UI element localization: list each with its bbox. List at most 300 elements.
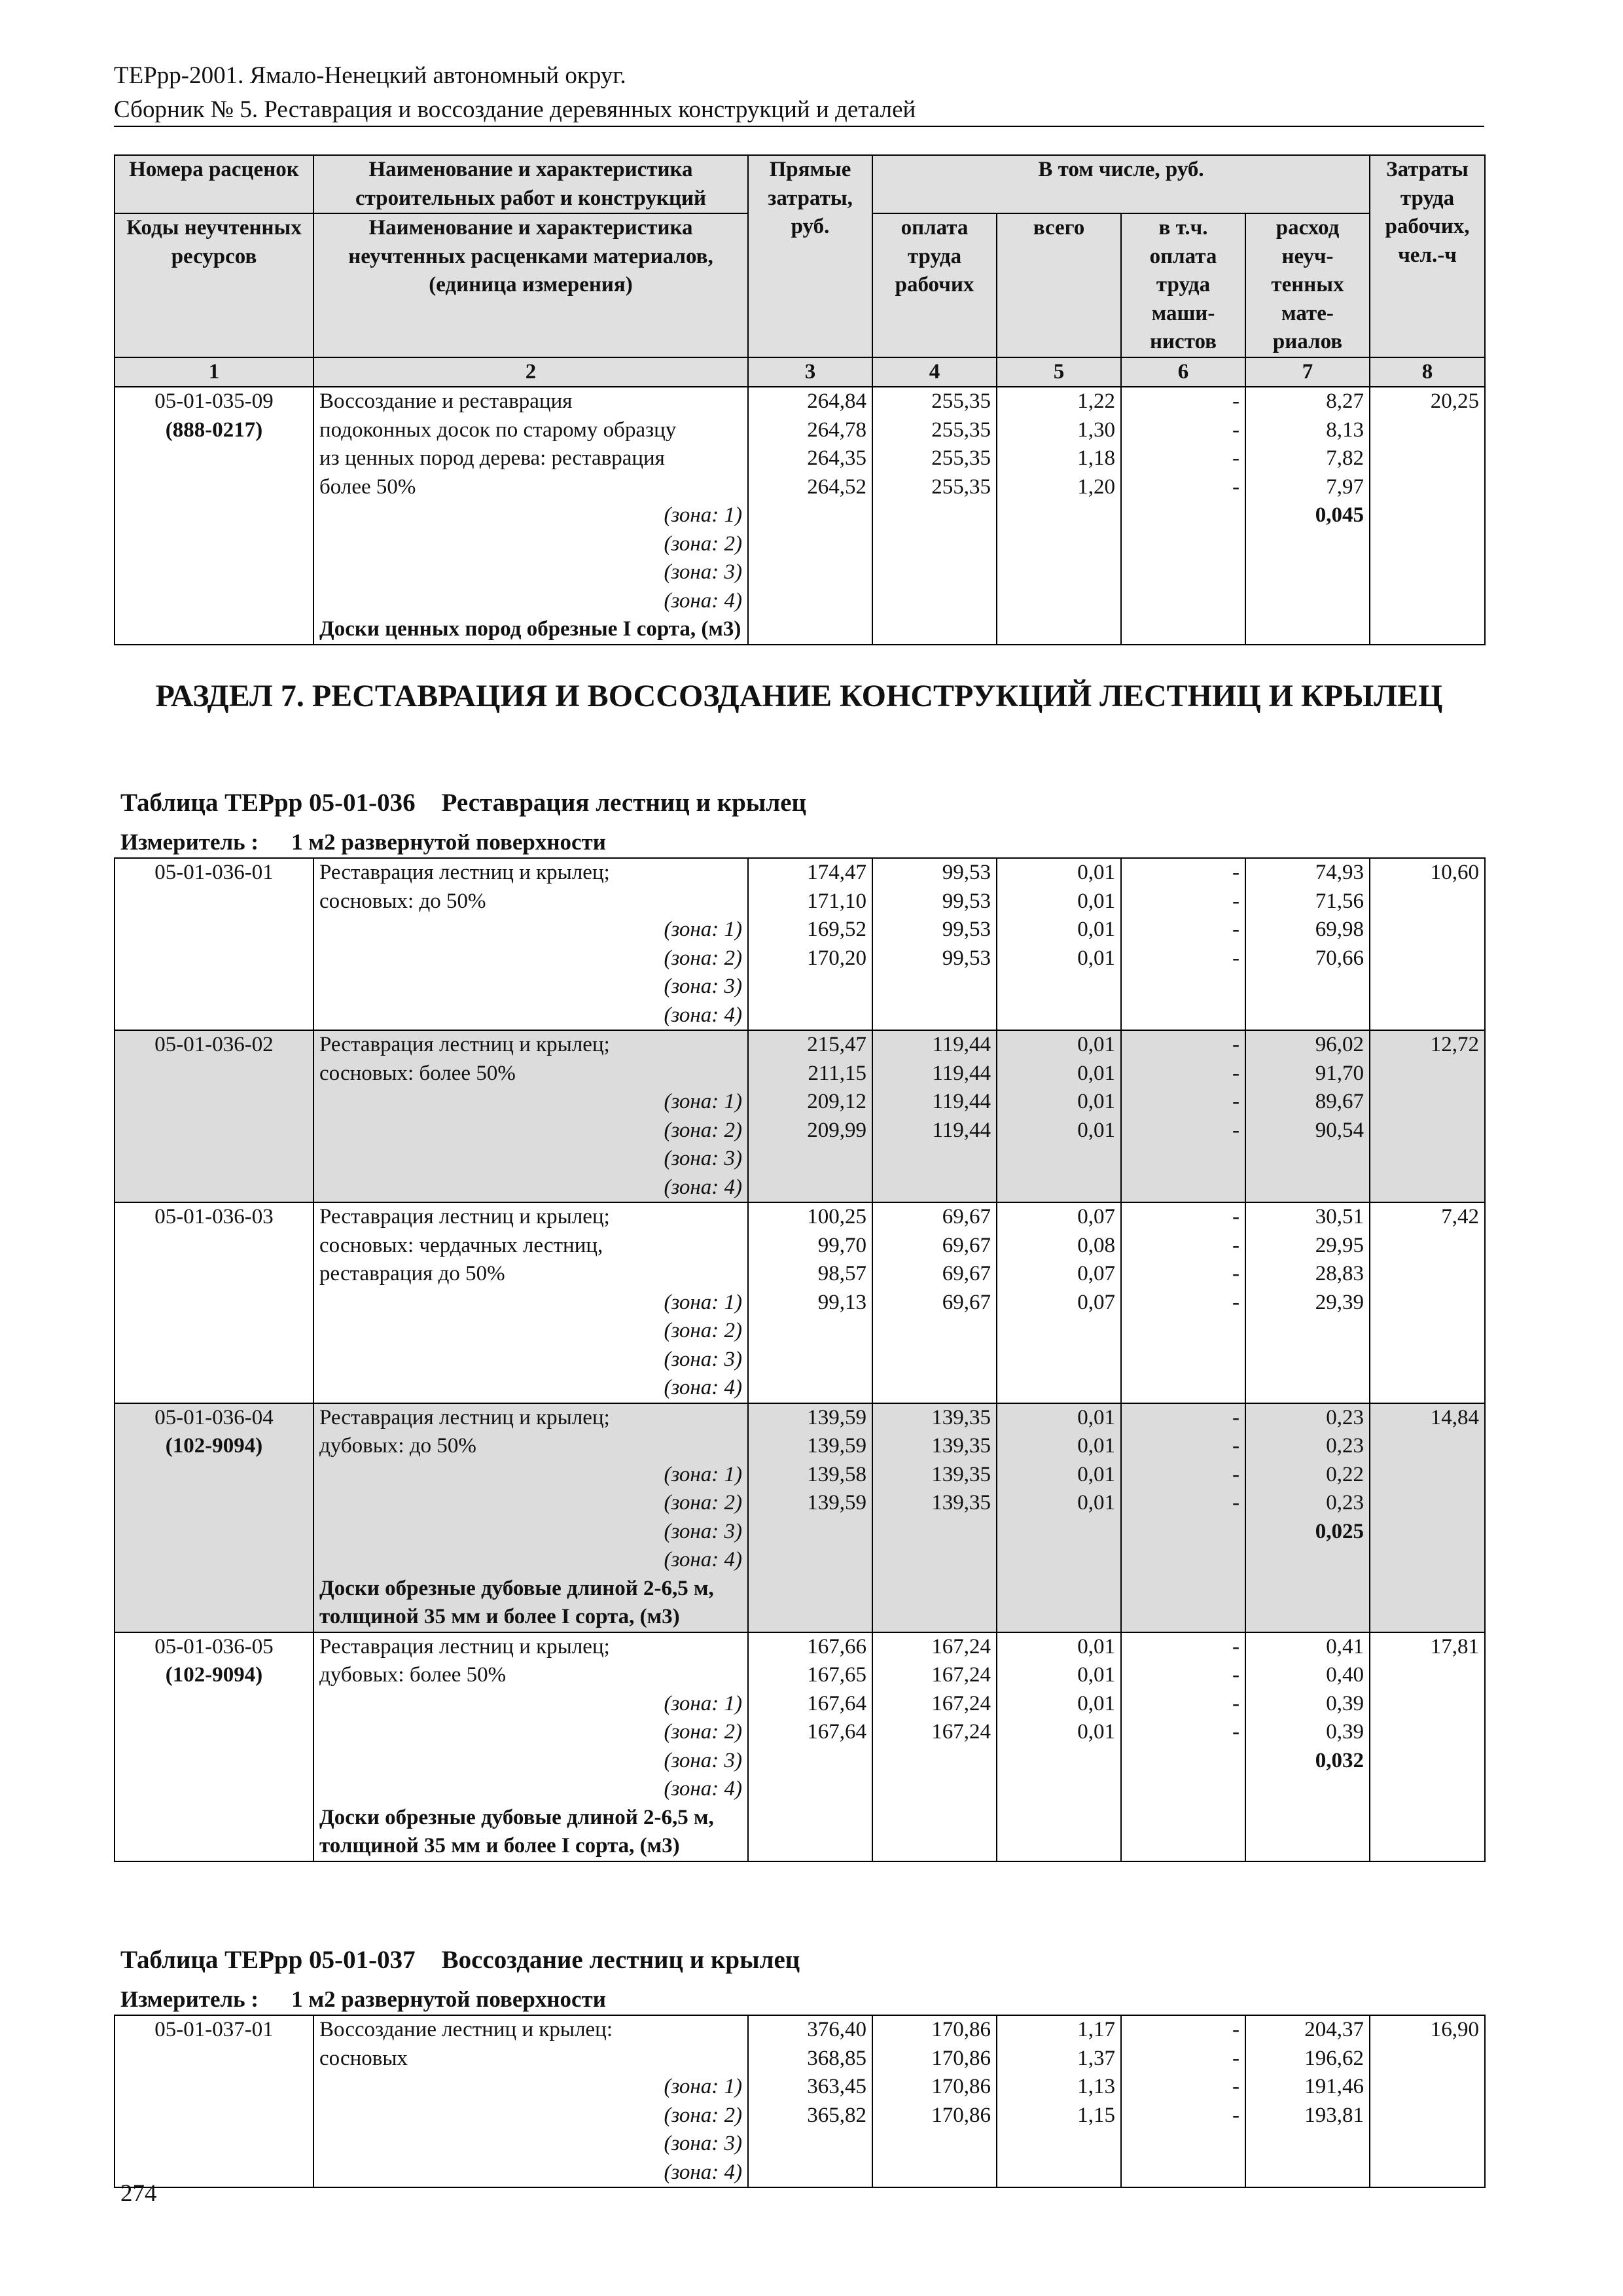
- description-line: сосновых: более 50%: [319, 1061, 516, 1085]
- direct-cost: 368,85: [807, 2046, 866, 2070]
- machines-total: 0,01: [1077, 1663, 1115, 1687]
- description-cell: [313, 1403, 748, 1632]
- machinist-pay-cell: [1121, 1202, 1245, 1403]
- running-header-collection: Сборник № 5. Реставрация и воссоздание деревянных конструкций и деталей: [114, 96, 916, 123]
- machines-total: 0,08: [1077, 1233, 1115, 1257]
- materials-cost-cell: [1245, 858, 1370, 1030]
- machinist-pay-cell: [1121, 1030, 1245, 1202]
- materials-cost: 71,56: [1315, 889, 1364, 913]
- zone-label: (зона: 3): [664, 1347, 742, 1371]
- rate-code: 05-01-036-02: [154, 1033, 274, 1056]
- column-number: 8: [1370, 357, 1485, 387]
- table-037-name: Воссоздание лестниц и крылец: [441, 1946, 800, 1974]
- direct-cost: 98,57: [817, 1262, 866, 1285]
- labor-hours-cell: [1370, 1632, 1485, 1861]
- direct-cost: 167,66: [807, 1634, 866, 1659]
- zone-label: (зона: 4): [664, 1376, 742, 1399]
- machines-total: 0,01: [1077, 1634, 1115, 1659]
- rate-code: 05-01-036-05: [154, 1634, 274, 1659]
- description-line: сосновых: [319, 2046, 408, 2070]
- labor-hours: 14,84: [1430, 1405, 1479, 1429]
- labor-pay: 255,35: [931, 418, 991, 442]
- machinist-pay: -: [1232, 1090, 1240, 1113]
- col-head-machinist-pay: в т.ч. оплата труда маши-нистов: [1121, 213, 1245, 357]
- zone-label: (зона: 3): [664, 1748, 742, 1772]
- machinist-pay: -: [1232, 1663, 1240, 1687]
- machines-total-cell: [997, 858, 1121, 1030]
- labor-pay: 69,67: [942, 1233, 991, 1257]
- rates-table-top: [114, 154, 1486, 645]
- labor-pay-cell: [872, 858, 997, 1030]
- direct-cost: 167,64: [807, 1691, 866, 1715]
- description-line: реставрация до 50%: [319, 1262, 505, 1285]
- materials-cost: 196,62: [1304, 2046, 1364, 2070]
- direct-cost: 264,84: [807, 389, 866, 413]
- table-037-title: [120, 1945, 800, 1975]
- table-row: [115, 2015, 1485, 2187]
- direct-cost: 174,47: [807, 861, 866, 884]
- resource-code: (102-9094): [165, 1434, 263, 1458]
- machines-total: 0,07: [1077, 1205, 1115, 1229]
- machinist-pay: -: [1232, 2103, 1240, 2127]
- machines-total-cell: [997, 1403, 1121, 1632]
- labor-pay: 255,35: [931, 446, 991, 470]
- materials-cost: 0,22: [1326, 1462, 1364, 1486]
- direct-cost: 99,70: [817, 1233, 866, 1257]
- machinist-pay: -: [1232, 1634, 1240, 1659]
- table-row: [115, 387, 1485, 645]
- zone-label: (зона: 4): [664, 588, 742, 613]
- machinist-pay-cell: [1121, 1403, 1245, 1632]
- labor-pay: 119,44: [932, 1090, 991, 1113]
- zone-label: (зона: 4): [664, 1003, 742, 1027]
- labor-hours: 10,60: [1430, 861, 1479, 884]
- machines-total: 0,01: [1077, 1462, 1115, 1486]
- machinist-pay: -: [1232, 475, 1240, 499]
- materials-cost-cell: [1245, 1632, 1370, 1861]
- machinist-pay: -: [1232, 1061, 1240, 1085]
- labor-pay: 170,86: [931, 2046, 991, 2070]
- materials-cost: 0,23: [1326, 1434, 1364, 1458]
- machines-total: 0,01: [1077, 918, 1115, 941]
- resource-description: Доски ценных пород обрезные I сорта, (м3): [319, 617, 741, 641]
- direct-cost-cell: [748, 1403, 872, 1632]
- direct-cost: 264,78: [807, 418, 866, 442]
- machines-total: 0,01: [1077, 1491, 1115, 1515]
- machinist-pay: -: [1232, 446, 1240, 470]
- machines-total: 0,01: [1077, 1691, 1115, 1715]
- machines-total-cell: [997, 2015, 1121, 2187]
- machinist-pay: -: [1232, 889, 1240, 913]
- machines-total: 0,07: [1077, 1290, 1115, 1314]
- direct-cost-cell: [748, 2015, 872, 2187]
- column-number: 7: [1245, 357, 1370, 387]
- labor-pay: 170,86: [931, 2075, 991, 2098]
- machines-total: 1,15: [1077, 2103, 1115, 2127]
- materials-cost: 0,23: [1326, 1491, 1364, 1515]
- materials-cost: 193,81: [1304, 2103, 1364, 2127]
- materials-cost: 7,97: [1326, 475, 1364, 499]
- machinist-pay: -: [1232, 861, 1240, 884]
- materials-cost-cell: [1245, 1202, 1370, 1403]
- resource-quantity: 0,025: [1315, 1519, 1364, 1543]
- direct-cost: 169,52: [807, 918, 866, 941]
- zone-label: (зона: 2): [664, 531, 742, 556]
- col-head-rate-numbers: Номера расценок: [115, 155, 313, 213]
- labor-pay-cell: [872, 387, 997, 645]
- machinist-pay: -: [1232, 1405, 1240, 1429]
- machinist-pay: -: [1232, 1491, 1240, 1515]
- zone-label: (зона: 4): [664, 1777, 742, 1801]
- labor-pay-cell: [872, 2015, 997, 2187]
- measure-label: Измеритель :: [120, 829, 259, 855]
- machines-total: 1,22: [1077, 389, 1115, 413]
- direct-cost: 209,12: [807, 1090, 866, 1113]
- machinist-pay: -: [1232, 1118, 1240, 1142]
- materials-cost: 7,82: [1326, 446, 1364, 470]
- zone-label: (зона: 4): [664, 1175, 742, 1199]
- labor-pay: 119,44: [932, 1118, 991, 1142]
- column-numbers-row: [115, 357, 1485, 387]
- machines-total-cell: [997, 1202, 1121, 1403]
- direct-cost: 167,65: [807, 1663, 866, 1687]
- machinist-pay: -: [1232, 1462, 1240, 1486]
- machinist-pay: -: [1232, 2075, 1240, 2098]
- materials-cost: 204,37: [1304, 2018, 1364, 2041]
- resource-description: Доски обрезные дубовые длиной 2-6,5 м, толщиной 35 мм и более I сорта, (м3): [319, 1805, 714, 1857]
- materials-cost: 29,39: [1315, 1290, 1364, 1314]
- table-036-label: Таблица ТЕРрр 05-01-036: [120, 789, 416, 817]
- direct-cost-cell: [748, 1202, 872, 1403]
- machinist-pay-cell: [1121, 2015, 1245, 2187]
- labor-hours-cell: [1370, 858, 1485, 1030]
- column-number: 6: [1121, 357, 1245, 387]
- machinist-pay: -: [1232, 418, 1240, 442]
- zone-label: (зона: 1): [664, 1462, 742, 1486]
- zone-label: (зона: 3): [664, 1519, 742, 1543]
- labor-pay: 69,67: [942, 1205, 991, 1229]
- page-number: 274: [120, 2180, 157, 2207]
- labor-pay: 139,35: [931, 1462, 991, 1486]
- resource-code: (888-0217): [165, 418, 263, 442]
- materials-cost: 90,54: [1315, 1118, 1364, 1142]
- labor-pay: 139,35: [931, 1434, 991, 1458]
- rate-code-cell: [115, 1403, 313, 1632]
- description-cell: [313, 1202, 748, 1403]
- machines-total: 0,01: [1077, 1405, 1115, 1429]
- description-line: Реставрация лестниц и крылец;: [319, 1405, 610, 1429]
- direct-cost: 139,58: [807, 1462, 866, 1486]
- materials-cost: 69,98: [1315, 918, 1364, 941]
- direct-cost-cell: [748, 1030, 872, 1202]
- measure-unit: 1 м2 развернутой поверхности: [291, 1986, 606, 2012]
- col-head-work-name: Наименование и характеристика строительных работ и конструкций: [313, 155, 748, 213]
- materials-cost: 0,40: [1326, 1663, 1364, 1687]
- zone-label: (зона: 1): [664, 2075, 742, 2098]
- description-line: Воссоздание лестниц и крылец:: [319, 2018, 613, 2041]
- machinist-pay: -: [1232, 1290, 1240, 1314]
- materials-cost-cell: [1245, 1403, 1370, 1632]
- machinist-pay-cell: [1121, 858, 1245, 1030]
- machines-total-cell: [997, 1030, 1121, 1202]
- table-036-title: [120, 788, 806, 818]
- section-title: РАЗДЕЛ 7. РЕСТАВРАЦИЯ И ВОССОЗДАНИЕ КОНСТРУКЦИЙ ЛЕСТНИЦ И КРЫЛЕЦ: [155, 679, 1443, 713]
- machinist-pay: -: [1232, 2018, 1240, 2041]
- zone-label: (зона: 3): [664, 1147, 742, 1170]
- materials-cost: 0,23: [1326, 1405, 1364, 1429]
- machines-total: 1,13: [1077, 2075, 1115, 2098]
- materials-cost-cell: [1245, 1030, 1370, 1202]
- labor-pay: 99,53: [942, 918, 991, 941]
- labor-pay: 255,35: [931, 475, 991, 499]
- machines-total-cell: [997, 387, 1121, 645]
- machinist-pay: -: [1232, 1691, 1240, 1715]
- zone-label: (зона: 2): [664, 946, 742, 970]
- description-line: из ценных пород дерева: реставрация: [319, 446, 665, 470]
- column-number: 1: [115, 357, 313, 387]
- direct-cost: 264,35: [807, 446, 866, 470]
- machinist-pay: -: [1232, 918, 1240, 941]
- machines-total-cell: [997, 1632, 1121, 1861]
- machines-total: 0,01: [1077, 861, 1115, 884]
- rate-code: 05-01-036-01: [154, 861, 274, 884]
- machinist-pay: -: [1232, 1033, 1240, 1056]
- labor-pay: 170,86: [931, 2103, 991, 2127]
- zone-label: (зона: 2): [664, 1491, 742, 1515]
- direct-cost: 167,64: [807, 1720, 866, 1744]
- machines-total: 1,20: [1077, 475, 1115, 499]
- table-row: [115, 858, 1485, 1030]
- labor-pay: 119,44: [932, 1033, 991, 1056]
- labor-pay: 69,67: [942, 1262, 991, 1285]
- direct-cost: 139,59: [807, 1405, 866, 1429]
- col-head-labor-pay: оплата труда рабочих: [872, 213, 997, 357]
- labor-pay: 167,24: [931, 1663, 991, 1687]
- col-head-direct-costs: Прямые затраты, руб.: [748, 155, 872, 357]
- rate-code: 05-01-036-04: [154, 1405, 274, 1429]
- zone-label: (зона: 2): [664, 2103, 742, 2127]
- rate-code-cell: [115, 1030, 313, 1202]
- rate-code-cell: [115, 2015, 313, 2187]
- machinist-pay: -: [1232, 1205, 1240, 1229]
- rate-code-cell: [115, 387, 313, 645]
- direct-cost: 264,52: [807, 475, 866, 499]
- labor-pay: 119,44: [932, 1061, 991, 1085]
- machines-total: 1,17: [1077, 2018, 1115, 2041]
- rates-table-036: [114, 857, 1486, 1862]
- direct-cost: 215,47: [807, 1033, 866, 1056]
- machinist-pay-cell: [1121, 1632, 1245, 1861]
- machinist-pay-cell: [1121, 387, 1245, 645]
- materials-cost: 0,39: [1326, 1691, 1364, 1715]
- direct-cost: 139,59: [807, 1434, 866, 1458]
- labor-hours-cell: [1370, 1030, 1485, 1202]
- machines-total: 1,18: [1077, 446, 1115, 470]
- description-line: Воссоздание и реставрация: [319, 389, 573, 413]
- col-head-resource-codes: Коды неучтенных ресурсов: [115, 213, 313, 357]
- description-line: подоконных досок по старому образцу: [319, 418, 677, 442]
- direct-cost-cell: [748, 1632, 872, 1861]
- description-cell: [313, 1030, 748, 1202]
- machines-total: 1,30: [1077, 418, 1115, 442]
- materials-cost: 70,66: [1315, 946, 1364, 970]
- machines-total: 0,01: [1077, 889, 1115, 913]
- description-line: дубовых: до 50%: [319, 1434, 476, 1458]
- machines-total: 0,01: [1077, 1720, 1115, 1744]
- labor-pay-cell: [872, 1403, 997, 1632]
- table-037-label: Таблица ТЕРрр 05-01-037: [120, 1946, 416, 1974]
- labor-hours: 20,25: [1430, 389, 1479, 413]
- labor-pay: 69,67: [942, 1290, 991, 1314]
- labor-hours: 12,72: [1430, 1033, 1479, 1056]
- labor-pay: 139,35: [931, 1405, 991, 1429]
- direct-cost: 363,45: [807, 2075, 866, 2098]
- labor-hours: 16,90: [1430, 2018, 1479, 2041]
- resource-quantity: 0,045: [1315, 503, 1364, 527]
- rates-table-037: [114, 2015, 1486, 2188]
- resource-quantity: 0,032: [1315, 1748, 1364, 1772]
- machines-total: 0,01: [1077, 1090, 1115, 1113]
- direct-cost: 209,99: [807, 1118, 866, 1142]
- col-head-incl: В том числе, руб.: [872, 155, 1370, 213]
- materials-cost-cell: [1245, 2015, 1370, 2187]
- materials-cost: 29,95: [1315, 1233, 1364, 1257]
- table-row: [115, 1632, 1485, 1861]
- direct-cost: 211,15: [808, 1061, 866, 1085]
- description-cell: [313, 858, 748, 1030]
- col-head-material-consumption: расход неуч-тенных мате-риалов: [1245, 213, 1370, 357]
- resource-description: Доски обрезные дубовые длиной 2-6,5 м, толщиной 35 мм и более I сорта, (м3): [319, 1576, 714, 1628]
- rate-code-cell: [115, 858, 313, 1030]
- labor-pay: 170,86: [931, 2018, 991, 2041]
- labor-hours-cell: [1370, 1403, 1485, 1632]
- direct-cost: 376,40: [807, 2018, 866, 2041]
- direct-cost-cell: [748, 858, 872, 1030]
- machines-total: 0,01: [1077, 1434, 1115, 1458]
- measure-unit: 1 м2 развернутой поверхности: [291, 829, 606, 855]
- materials-cost: 0,41: [1326, 1634, 1364, 1659]
- column-number: 4: [872, 357, 997, 387]
- labor-pay-cell: [872, 1632, 997, 1861]
- description-cell: [313, 387, 748, 645]
- materials-cost: 74,93: [1315, 861, 1364, 884]
- labor-pay-cell: [872, 1030, 997, 1202]
- labor-hours-cell: [1370, 387, 1485, 645]
- labor-hours: 7,42: [1441, 1205, 1479, 1229]
- rate-code: 05-01-037-01: [154, 2018, 274, 2041]
- col-head-labor-hours: Затраты труда рабочих, чел.-ч: [1370, 155, 1485, 357]
- machinist-pay: -: [1232, 1434, 1240, 1458]
- zone-label: (зона: 1): [664, 503, 742, 527]
- machinist-pay: -: [1232, 946, 1240, 970]
- labor-pay-cell: [872, 1202, 997, 1403]
- labor-pay: 99,53: [942, 861, 991, 884]
- direct-cost: 100,25: [807, 1205, 866, 1229]
- rate-code: 05-01-035-09: [154, 389, 274, 413]
- machines-total: 0,01: [1077, 1118, 1115, 1142]
- description-line: более 50%: [319, 475, 416, 499]
- zone-label: (зона: 3): [664, 2132, 742, 2155]
- labor-pay: 255,35: [931, 389, 991, 413]
- running-header-title: ТЕРрр-2001. Ямало-Ненецкий автономный округ.: [114, 62, 626, 89]
- labor-pay: 167,24: [931, 1634, 991, 1659]
- materials-cost: 89,67: [1315, 1090, 1364, 1113]
- description-line: сосновых: чердачных лестниц,: [319, 1233, 603, 1257]
- col-head-machines-total: всего: [997, 213, 1121, 357]
- description-cell: [313, 1632, 748, 1861]
- zone-label: (зона: 2): [664, 1319, 742, 1342]
- labor-pay: 167,24: [931, 1691, 991, 1715]
- labor-pay: 167,24: [931, 1720, 991, 1744]
- zone-label: (зона: 3): [664, 560, 742, 584]
- description-line: Реставрация лестниц и крылец;: [319, 1634, 610, 1659]
- description-line: дубовых: более 50%: [319, 1663, 507, 1687]
- table-row: [115, 1403, 1485, 1632]
- direct-cost: 171,10: [807, 889, 866, 913]
- direct-cost: 170,20: [807, 946, 866, 970]
- column-number: 3: [748, 357, 872, 387]
- labor-hours: 17,81: [1430, 1634, 1479, 1659]
- header-rule: [114, 126, 1484, 127]
- machinist-pay: -: [1232, 2046, 1240, 2070]
- materials-cost: 8,13: [1326, 418, 1364, 442]
- rate-code-cell: [115, 1632, 313, 1861]
- machinist-pay: -: [1232, 1262, 1240, 1285]
- materials-cost: 91,70: [1315, 1061, 1364, 1085]
- materials-cost-cell: [1245, 387, 1370, 645]
- zone-label: (зона: 1): [664, 1090, 742, 1113]
- rate-code-cell: [115, 1202, 313, 1403]
- table-036-measure: [120, 829, 606, 856]
- machinist-pay: -: [1232, 1233, 1240, 1257]
- machines-total: 0,07: [1077, 1262, 1115, 1285]
- materials-cost: 96,02: [1315, 1033, 1364, 1056]
- table-037-measure: [120, 1986, 606, 2013]
- machinist-pay: -: [1232, 389, 1240, 413]
- description-line: Реставрация лестниц и крылец;: [319, 861, 610, 884]
- description-line: Реставрация лестниц и крылец;: [319, 1033, 610, 1056]
- materials-cost: 191,46: [1304, 2075, 1364, 2098]
- direct-cost: 365,82: [807, 2103, 866, 2127]
- direct-cost-cell: [748, 387, 872, 645]
- column-number: 5: [997, 357, 1121, 387]
- materials-cost: 8,27: [1326, 389, 1364, 413]
- resource-code: (102-9094): [165, 1663, 263, 1687]
- zone-label: (зона: 1): [664, 1290, 742, 1314]
- machines-total: 0,01: [1077, 1061, 1115, 1085]
- description-line: сосновых: до 50%: [319, 889, 486, 913]
- table-036-name: Реставрация лестниц и крылец: [441, 789, 806, 817]
- machines-total: 0,01: [1077, 1033, 1115, 1056]
- machinist-pay: -: [1232, 1720, 1240, 1744]
- table-row: [115, 1202, 1485, 1403]
- zone-label: (зона: 4): [664, 1548, 742, 1571]
- labor-hours-cell: [1370, 1202, 1485, 1403]
- zone-label: (зона: 3): [664, 975, 742, 998]
- direct-cost: 139,59: [807, 1491, 866, 1515]
- machines-total: 1,37: [1077, 2046, 1115, 2070]
- labor-pay: 99,53: [942, 946, 991, 970]
- materials-cost: 28,83: [1315, 1262, 1364, 1285]
- description-line: Реставрация лестниц и крылец;: [319, 1205, 610, 1229]
- labor-pay: 99,53: [942, 889, 991, 913]
- table-row: [115, 1030, 1485, 1202]
- labor-pay: 139,35: [931, 1491, 991, 1515]
- materials-cost: 0,39: [1326, 1720, 1364, 1744]
- direct-cost: 99,13: [817, 1290, 866, 1314]
- measure-label: Измеритель :: [120, 1986, 259, 2012]
- zone-label: (зона: 2): [664, 1720, 742, 1744]
